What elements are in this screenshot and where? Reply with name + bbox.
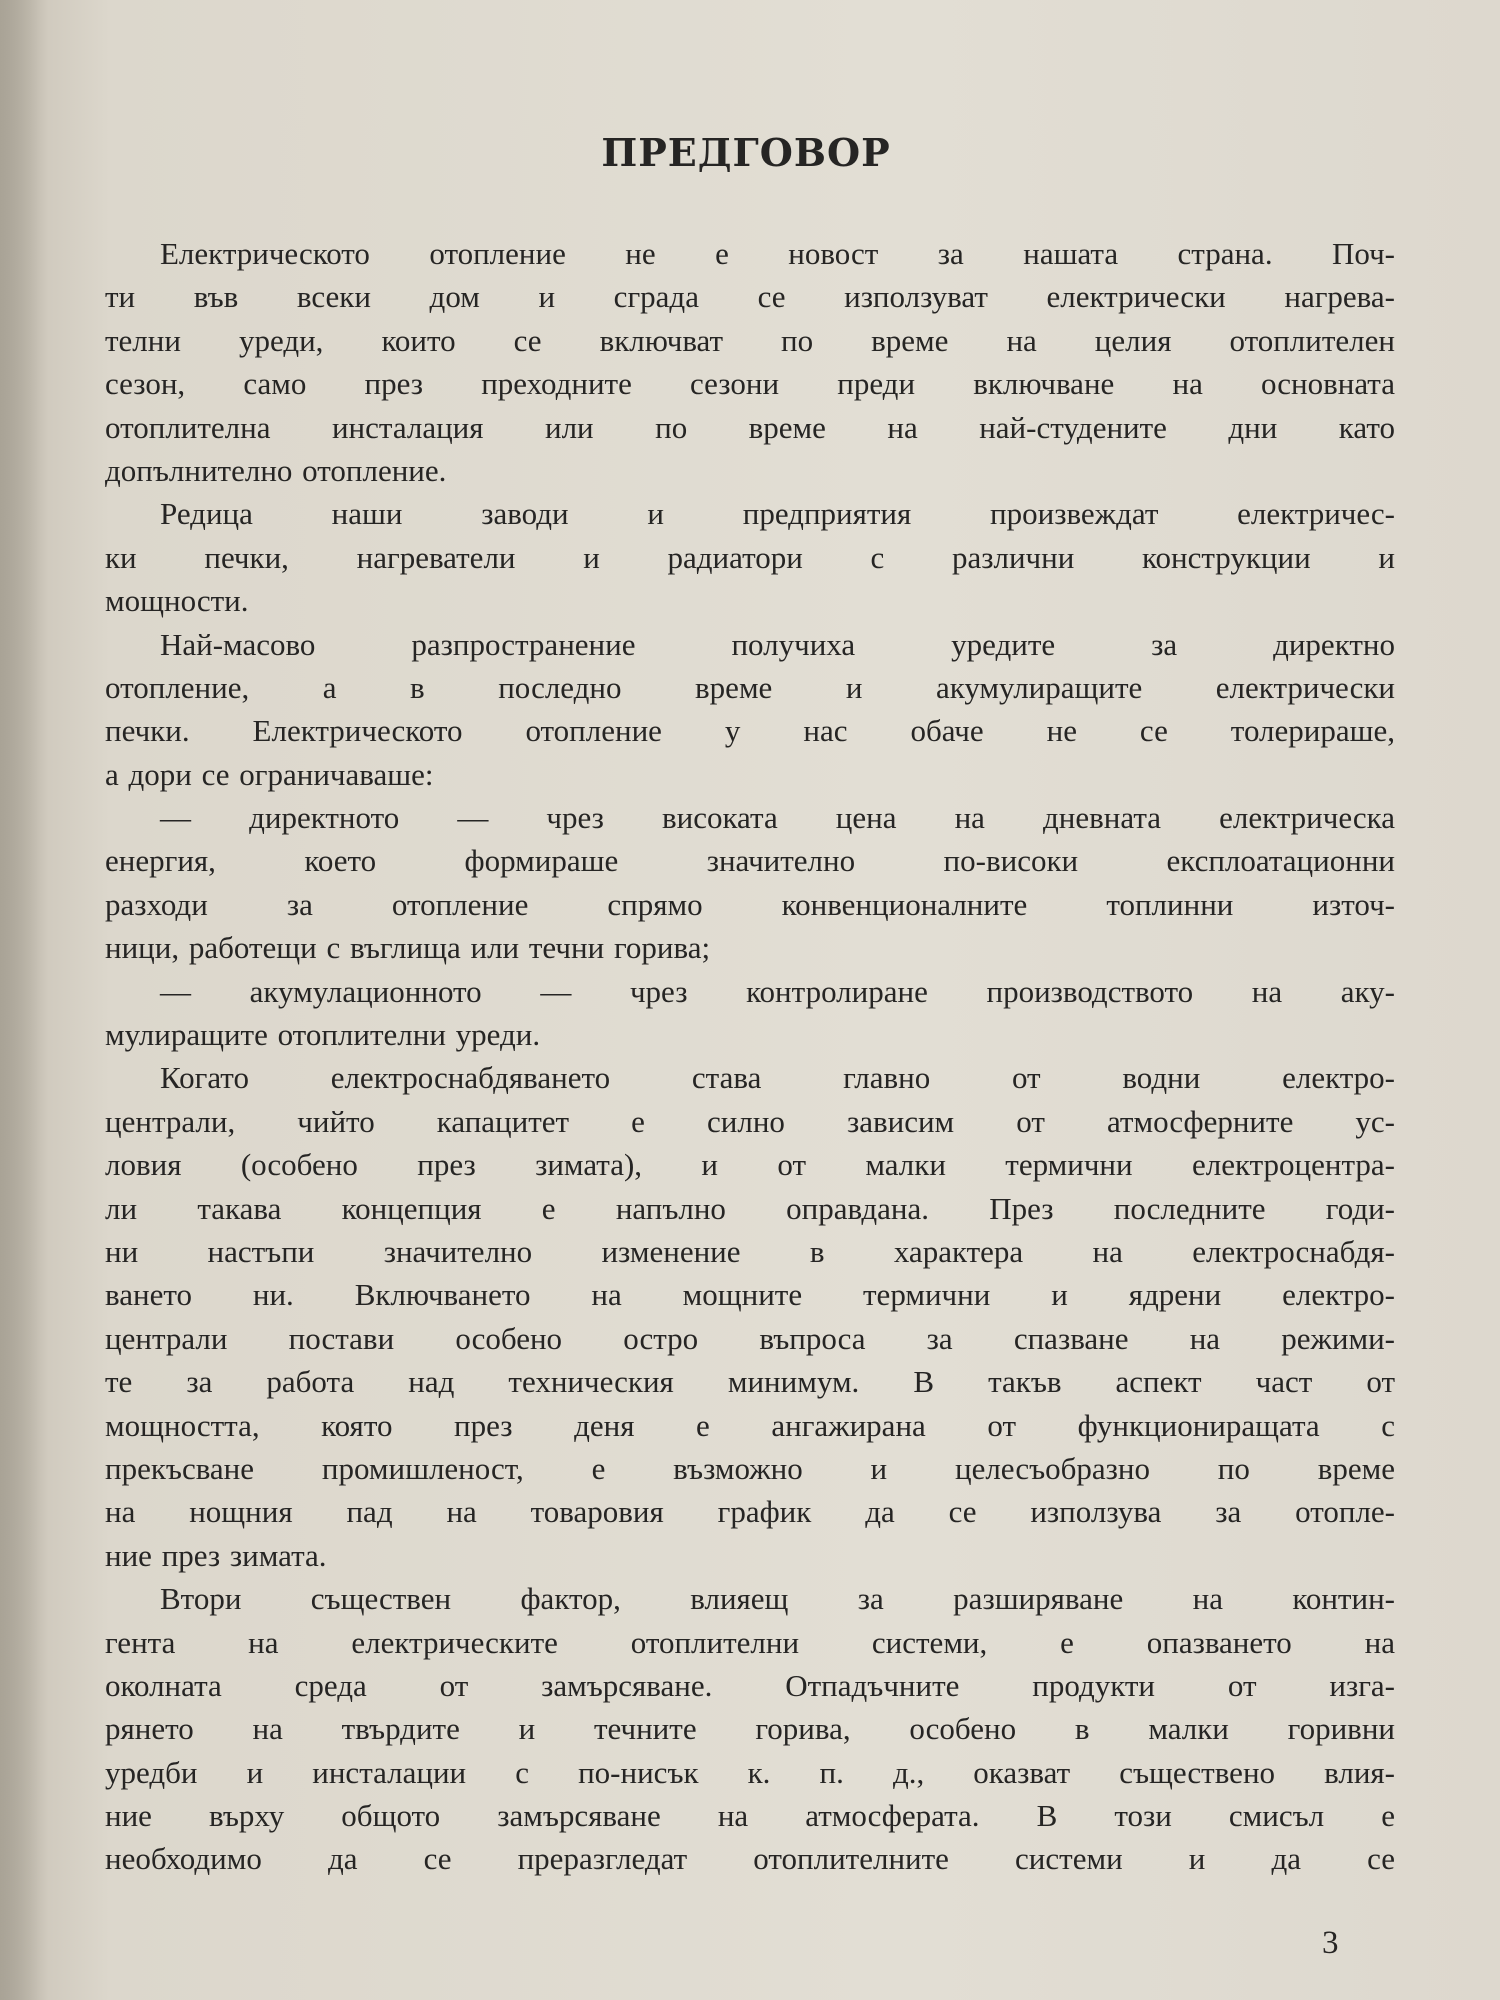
paragraph [105, 1577, 1395, 1881]
text-line: ни настъпи значително изменение в характера на електроснабдя- [105, 1233, 1395, 1269]
text-line: отоплителна инсталация или по време на най-студените дни като [105, 409, 1395, 445]
text-line: Когато електроснабдяването става главно от водни електро- [160, 1060, 1395, 1096]
text-line: ние върху общото замърсяване на атмосферата. В този смисъл е [105, 1798, 1395, 1834]
text-line: мулиращите отоплителни уреди. [105, 1017, 541, 1053]
page-number: 3 [1322, 1925, 1339, 1961]
text-line: необходимо да се преразгледат отоплителните системи и да се [105, 1841, 1395, 1877]
paragraph [105, 492, 1395, 622]
text-line: ловия (особено през зимата), и от малки термични електроцентра- [105, 1147, 1395, 1183]
text-line: Редица наши заводи и предприятия произвеждат електричес- [160, 496, 1395, 532]
text-line: мощността, която през деня е ангажирана от функциониращата с [105, 1407, 1395, 1443]
paragraph [105, 232, 1395, 492]
text-line: отопление, а в последно време и акумулиращите електрически [105, 669, 1395, 705]
text-line: уредби и инсталации с по-нисък к. п. д., оказват съществено влия- [105, 1754, 1395, 1790]
text-line: а дори се ограничаваше: [105, 756, 434, 792]
text-line: телни уреди, които се включват по време на целия отоплителен [105, 322, 1395, 358]
text-line: Втори съществен фактор, влияещ за разширяване на контин- [160, 1581, 1395, 1617]
text-line: енергия, което формираше значително по-високи експлоатационни [105, 843, 1395, 879]
text-line: сезон, само през преходните сезони преди включване на основната [105, 366, 1395, 402]
paragraph [105, 623, 1395, 797]
paragraph [105, 1056, 1395, 1577]
text-line: — директното — чрез високата цена на дневната електрическа [160, 800, 1395, 836]
text-line: рянето на твърдите и течните горива, особено в малки горивни [105, 1711, 1395, 1747]
text-line: печки. Електрическото отопление у нас обаче не се толерираше, [105, 713, 1395, 749]
text-line: централи, чийто капацитет е силно зависим от атмосферните ус- [105, 1103, 1395, 1139]
document-body [105, 232, 1395, 1881]
text-line: ки печки, нагреватели и радиатори с различни конструкции и [105, 539, 1395, 575]
text-line: Най-масово разпространение получиха уредите за директно [160, 626, 1395, 662]
text-line: на нощния пад на товаровия график да се използува за отопле- [105, 1494, 1395, 1530]
text-line: разходи за отопление спрямо конвенционалните топлинни източ- [105, 886, 1395, 922]
page-title: ПРЕДГОВОР [601, 130, 891, 175]
text-line: те за работа над техническия минимум. В такъв аспект част от [105, 1364, 1395, 1400]
text-line: ници, работещи с въглища или течни горива; [105, 930, 711, 966]
text-line: прекъсване промишленост, е възможно и целесъобразно по време [105, 1450, 1395, 1486]
text-line: допълнително отопление. [105, 452, 447, 488]
paragraph [105, 796, 1395, 970]
text-line: Електрическото отопление не е новост за нашата страна. Поч- [160, 236, 1395, 271]
text-line: ние през зимата. [105, 1537, 327, 1573]
paragraph [105, 970, 1395, 1057]
text-line: ването ни. Включването на мощните термични и ядрени електро- [105, 1277, 1395, 1313]
text-line: централи постави особено остро въпроса за спазване на режими- [105, 1320, 1395, 1356]
text-line: ли такава концепция е напълно оправдана. През последните годи- [105, 1190, 1395, 1226]
book-gutter-shadow [0, 0, 48, 2000]
text-line: гента на електрическите отоплителни системи, е опазването на [105, 1624, 1395, 1660]
text-line: — акумулационното — чрез контролиране производството на аку- [160, 973, 1395, 1009]
text-line: ти във всеки дом и сграда се използуват електрически нагрева- [105, 279, 1395, 315]
text-line: околната среда от замърсяване. Отпадъчните продукти от изга- [105, 1667, 1395, 1703]
text-line: мощности. [105, 583, 249, 619]
